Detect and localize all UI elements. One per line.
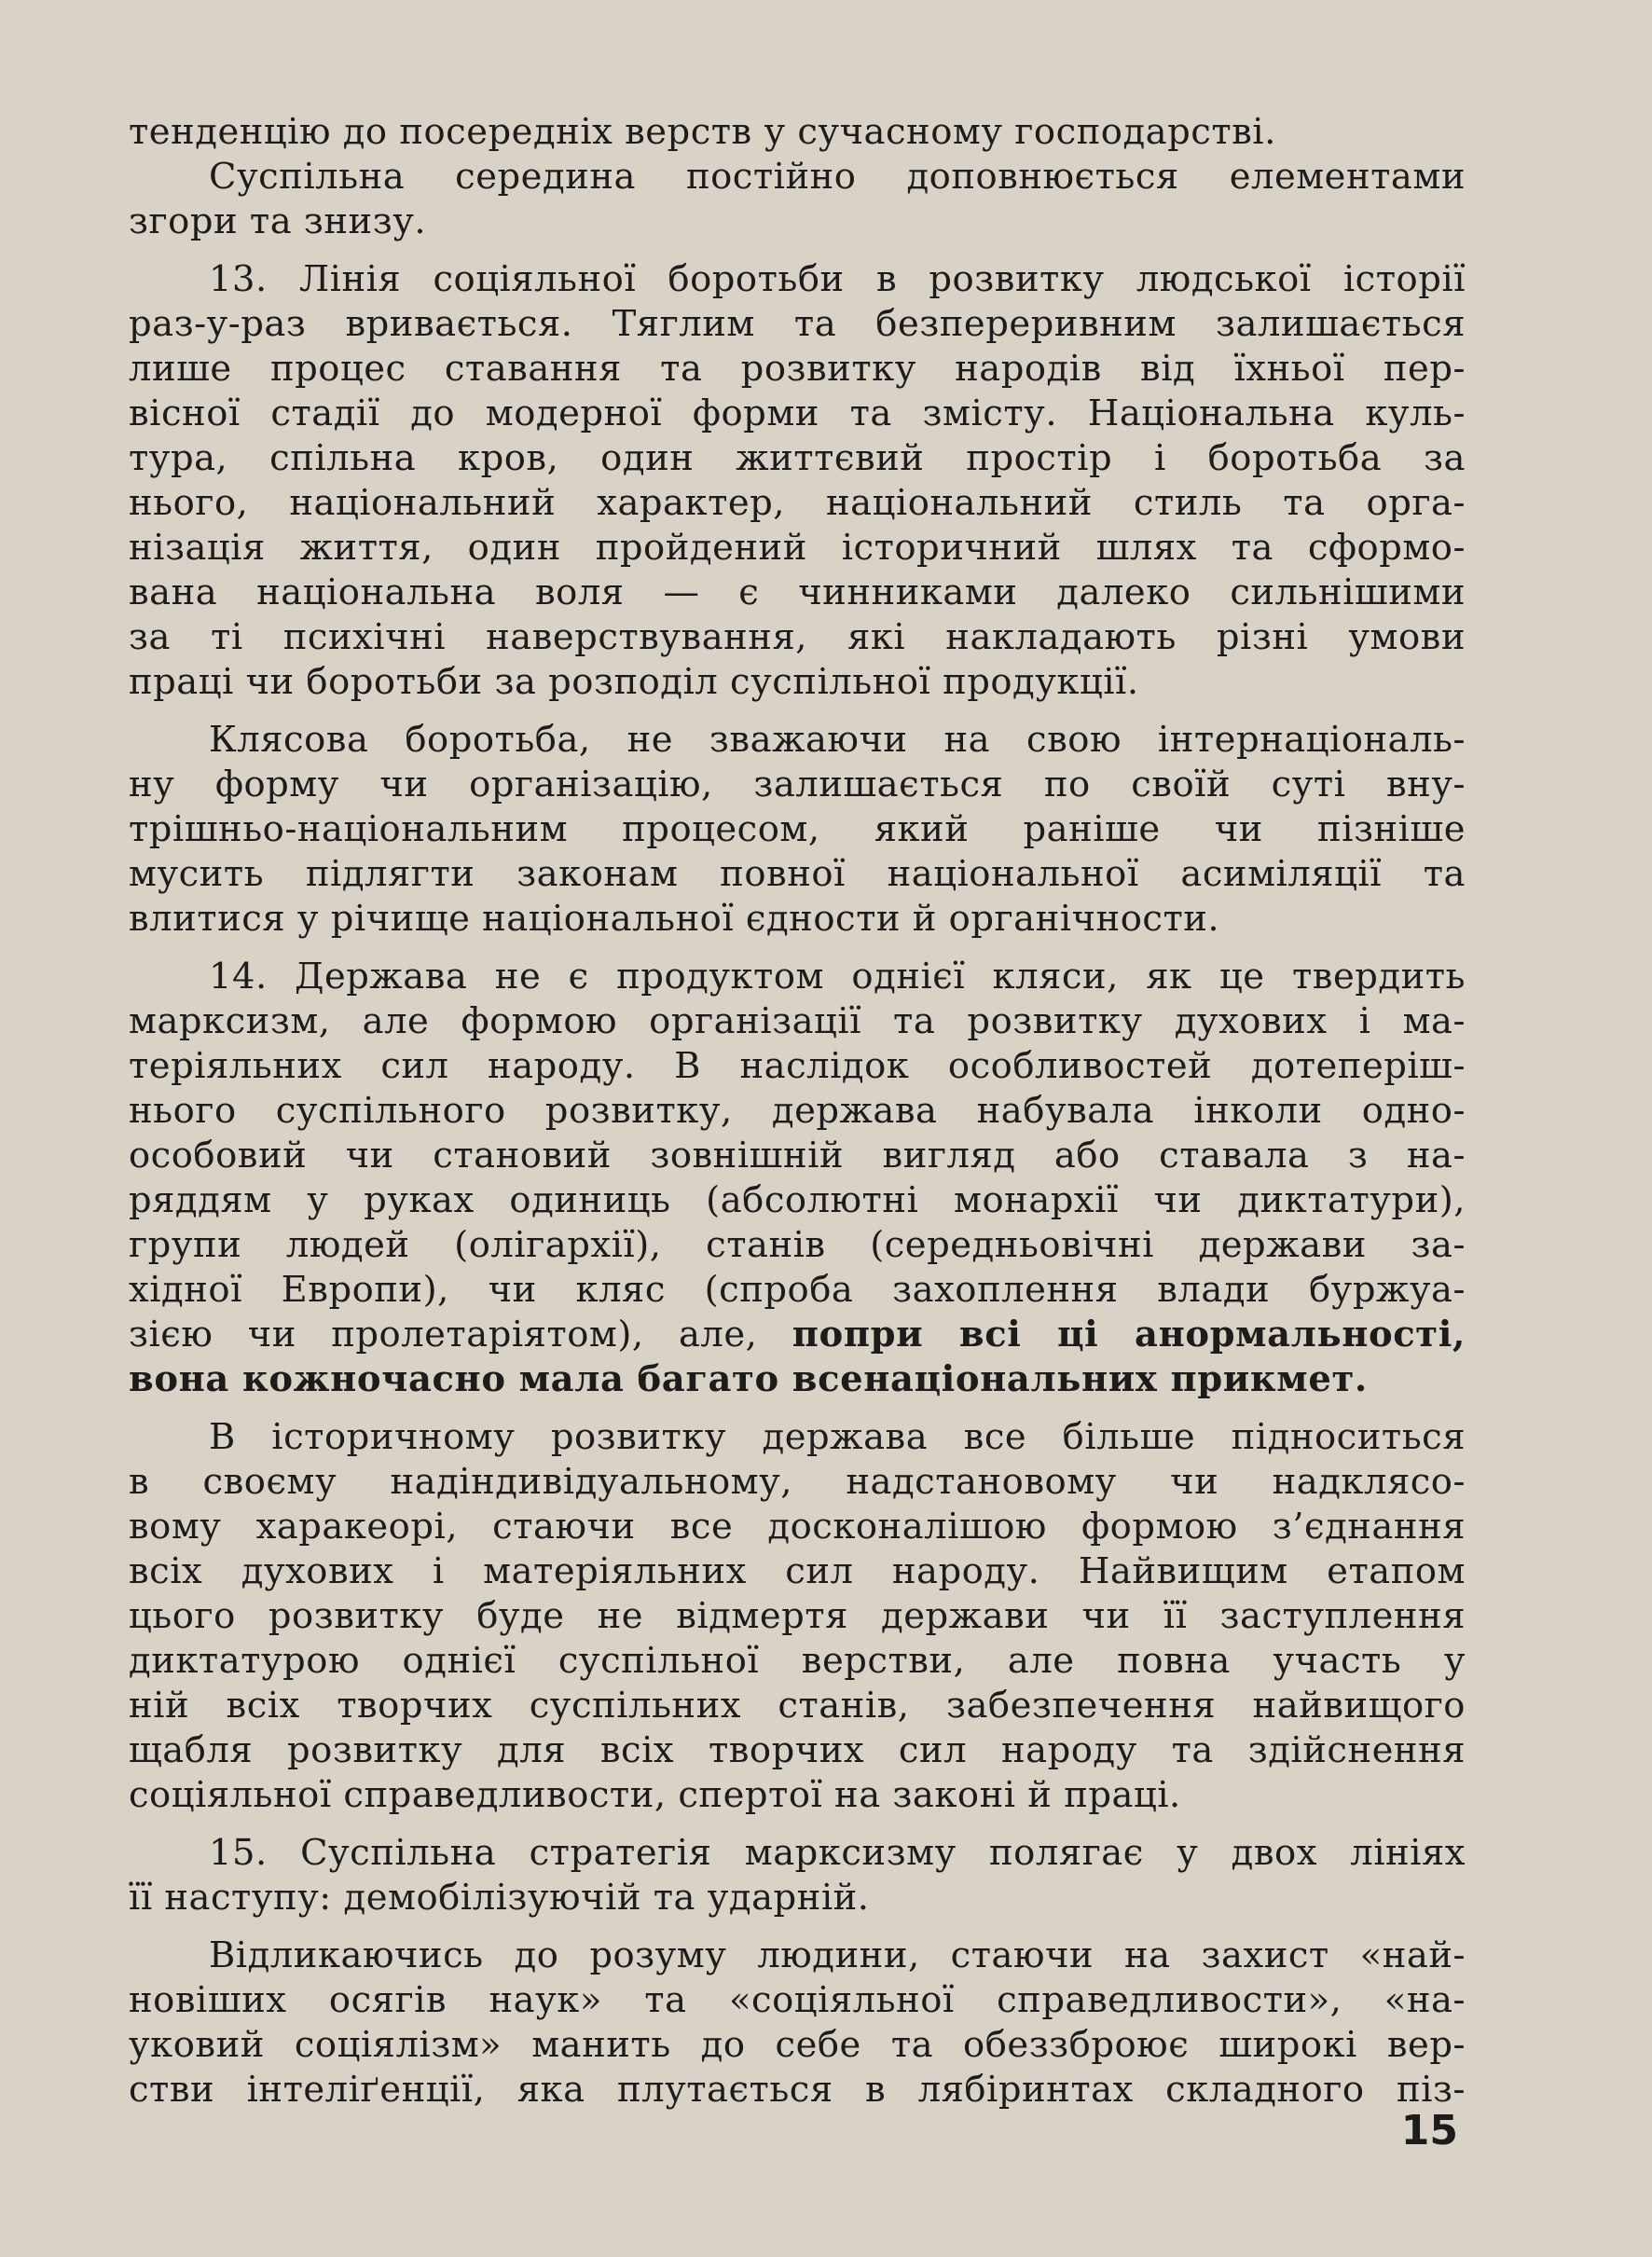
text-line: групи людей (олігархії), станів (середньовічні держави за- xyxy=(129,1224,1466,1266)
text-line: диктатурою однієї суспільної верстви, але повна участь у xyxy=(129,1640,1466,1682)
text-line: ну форму чи організацію, залишається по своїй суті вну- xyxy=(129,764,1466,805)
text-line: уковий соціялізм» манить до себе та обеззброює широкі вер- xyxy=(129,2024,1466,2066)
text-line-mixed xyxy=(129,1313,1466,1357)
text-line: особовий чи становий зовнішній вигляд або ставала з на- xyxy=(129,1135,1466,1177)
text-line: всіх духових і матеріяльних сил народу. Найвищим етапом xyxy=(129,1550,1466,1592)
text-line: раз-у-раз вривається. Тяглим та безпереривним залишається xyxy=(129,303,1466,345)
text-line: за ті психічні наверствування, які накладають різні умови xyxy=(129,616,1466,658)
text-line: 13. Лінія соціяльної боротьби в розвитку людської історії xyxy=(209,258,1466,300)
emphasis-text: попри всі ці анормальності, xyxy=(792,1314,1466,1356)
text-line: ній всіх творчих суспільних станів, забезпечення найвищого xyxy=(129,1685,1466,1727)
text-line: згори та знизу. xyxy=(129,200,427,242)
text-line: її наступу: демобілізуючій та ударній. xyxy=(129,1877,870,1919)
text-line: В історичному розвитку держава все більше підноситься xyxy=(209,1416,1466,1458)
text-line: вісної стадії до модерної форми та змісту. Національна куль- xyxy=(129,392,1466,434)
emphasis-text: вона кожночасно мала багато всенаціональних прикмет. xyxy=(129,1358,1368,1400)
text-line: ряддям у руках одиниць (абсолютні монархії чи диктатури), xyxy=(129,1179,1466,1221)
text-line: Суспільна середина постійно доповнюється елементами xyxy=(209,156,1466,198)
text-line: Відликаючись до розуму людини, стаючи на захист «най- xyxy=(209,1934,1466,1976)
text-line: Клясова боротьба, не зважаючи на свою інтернаціональ- xyxy=(209,719,1466,761)
text-line: теріяльних сил народу. В наслідок особливостей дотеперіш- xyxy=(129,1045,1466,1087)
text-line: стви інтеліґенції, яка плутається в лябіринтах складного піз- xyxy=(129,2069,1466,2111)
text-line: нього, національний характер, національний стиль та орга- xyxy=(129,482,1466,524)
text-line: трішньо-національним процесом, який раніше чи пізніше xyxy=(129,808,1466,850)
text-line: соціяльної справедливости, спертої на законі й праці. xyxy=(129,1774,1181,1816)
text-line: мусить підлягти законам повної національної асиміляції та xyxy=(129,853,1466,895)
text-line: 15. Суспільна стратегія марксизму полягає у двох лініях xyxy=(209,1832,1466,1874)
text-line: праці чи боротьби за розподіл суспільної продукції. xyxy=(129,661,1139,703)
text-line: хідної Европи), чи кляс (спроба захоплення влади буржуа- xyxy=(129,1269,1466,1311)
text-line: щабля розвитку для всіх творчих сил народу та здійснення xyxy=(129,1729,1466,1771)
text-line: в своєму надіндивідуальному, надстановому чи надклясо- xyxy=(129,1461,1466,1503)
text-line: нього суспільного розвитку, держава набувала інколи одно- xyxy=(129,1090,1466,1132)
text-line: тенденцію до посередніх верств у сучасному господарстві. xyxy=(129,111,1276,153)
text-line: нізація життя, один пройдений історичний шлях та сформо- xyxy=(129,527,1466,569)
body-text xyxy=(129,110,1466,2112)
text-line: лише процес ставання та розвитку народів від їхньої пер- xyxy=(129,348,1466,390)
text-line: влитися у річище національної єдности й органічности. xyxy=(129,898,1220,940)
text-line: цього розвитку буде не відмертя держави чи її заступлення xyxy=(129,1595,1466,1637)
text-line: 14. Держава не є продуктом однієї кляси, як це твердить xyxy=(209,956,1466,998)
text-line: тура, спільна кров, один життєвий простір і боротьба за xyxy=(129,437,1466,479)
text-line-bold xyxy=(129,1357,1466,1402)
text-line-normal-part: зією чи пролетаріятом), але, xyxy=(129,1314,792,1356)
text-line: новіших осягів наук» та «соціяльної справедливости», «на- xyxy=(129,1979,1466,2021)
page-number: 15 xyxy=(1400,2107,1458,2154)
text-line: вана національна воля — є чинниками далеко сильнішими xyxy=(129,571,1466,613)
text-line: марксизм, але формою організації та розвитку духових і ма- xyxy=(129,1000,1466,1042)
text-line: вому харакеорі, стаючи все досконалішою формою з’єднання xyxy=(129,1506,1466,1548)
